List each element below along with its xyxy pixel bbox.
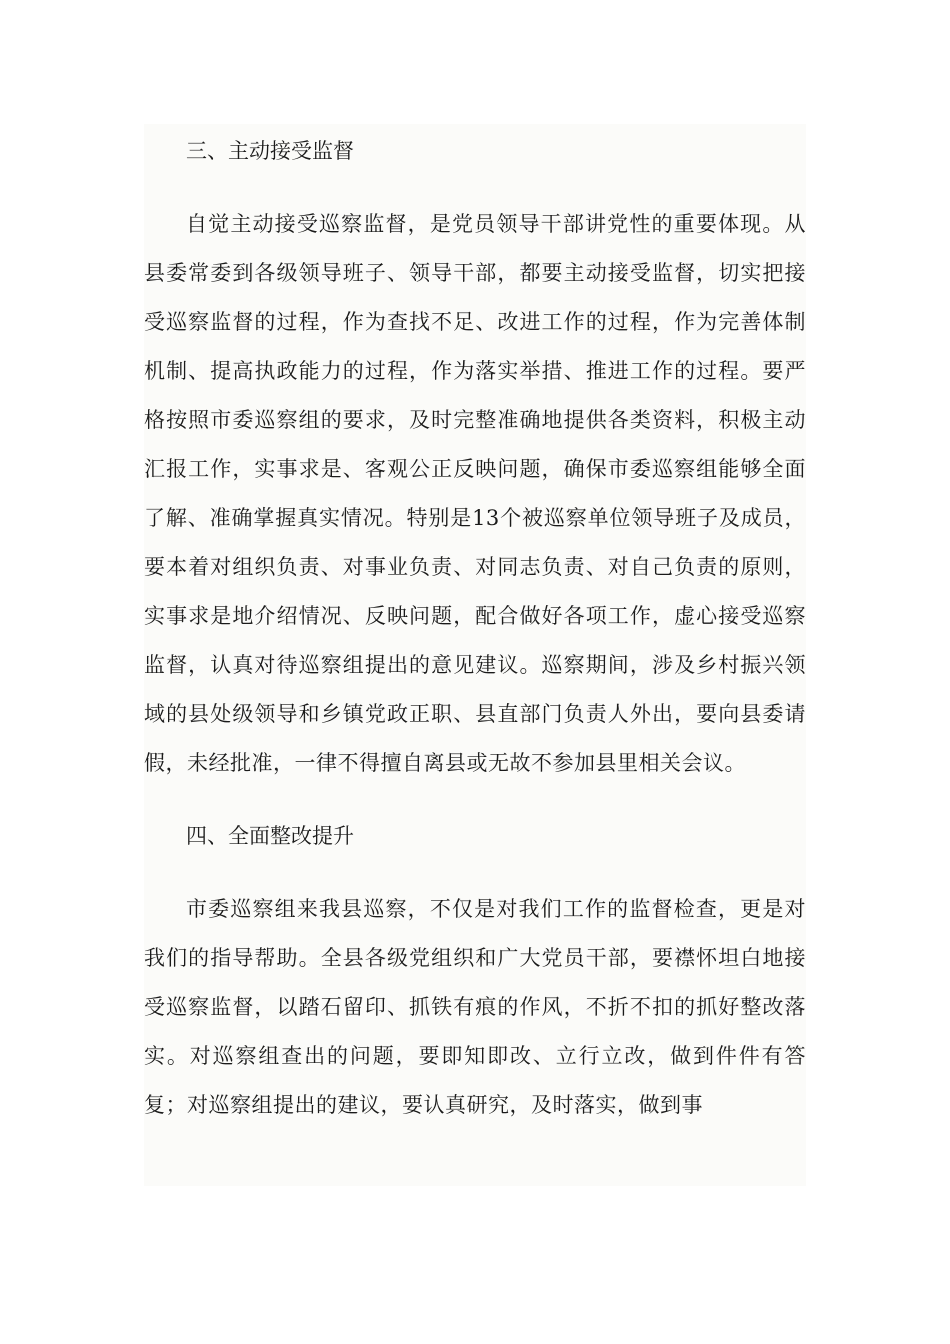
section-paragraph-3: 自觉主动接受巡察监督，是党员领导干部讲党性的重要体现。从县委常委到各级领导班子、领导干部，都要主动接受监督，切实把接受巡察监督的过程，作为查找不足、改进工作的过程，作为完善体制机制、提高执政能力的过程，作为落实举措、推进工作的过程。要严格按照市委巡察组的要求，及时完整准确地提供各类资料，积极主动汇报工作，实事求是、客观公正反映问题，确保市委巡察组能够全面了解、准确掌握真实情况。特别是13个被巡察单位领导班子及成员，要本着对组织负责、对事业负责、对同志负责、对自己负责的原则，实事求是地介绍情况、反映问题，配合做好各项工作，虚心接受巡察监督，认真对待巡察组提出的意见建议。巡察期间，涉及乡村振兴领域的县处级领导和乡镇党政正职、县直部门负责人外出，要向县委请假，未经批准，一律不得擅自离县或无故不参加县里相关会议。 [144, 212, 806, 775]
document-body [144, 124, 806, 1130]
section-heading-4: 四、全面整改提升 [186, 824, 354, 848]
section-heading-3: 三、主动接受监督 [186, 139, 354, 163]
section-paragraph-4: 市委巡察组来我县巡察，不仅是对我们工作的监督检查，更是对我们的指导帮助。全县各级党组织和广大党员干部，要襟怀坦白地接受巡察监督，以踏石留印、抓铁有痕的作风，不折不扣的抓好整改落实。对巡察组查出的问题，要即知即改、立行立改，做到件件有答复；对巡察组提出的建议，要认真研究，及时落实，做到事 [144, 897, 806, 1117]
document-page [144, 124, 806, 1186]
